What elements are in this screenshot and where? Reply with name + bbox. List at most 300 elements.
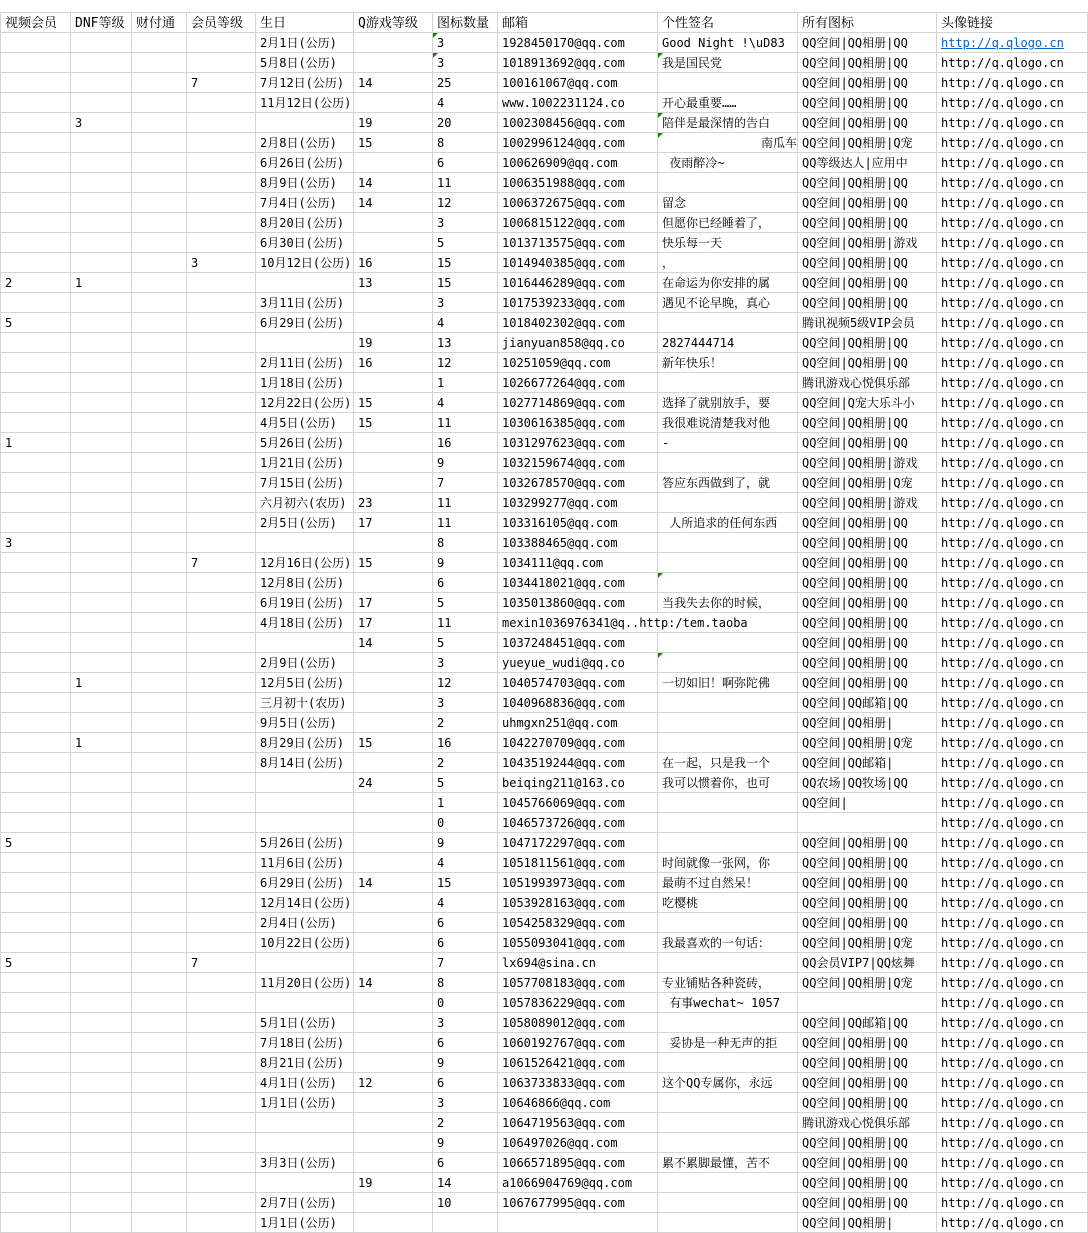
cell[interactable]: www.1002231124.co [498, 93, 658, 113]
cell[interactable] [658, 453, 798, 473]
cell[interactable] [0, 1013, 71, 1033]
cell[interactable] [0, 513, 71, 533]
cell[interactable]: 14 [433, 1173, 498, 1193]
cell-with-error-indicator[interactable]: 3 [433, 33, 498, 53]
avatar-link-cell[interactable]: http://q.qlogo.cn [937, 453, 1088, 473]
cell[interactable] [658, 1113, 798, 1133]
cell[interactable] [71, 753, 132, 773]
cell[interactable] [354, 713, 433, 733]
cell[interactable]: 6 [433, 933, 498, 953]
cell[interactable] [0, 853, 71, 873]
cell[interactable]: 17 [354, 613, 433, 633]
cell[interactable]: QQ空间|QQ相册|QQ [798, 173, 937, 193]
cell[interactable] [0, 1173, 71, 1193]
cell[interactable] [71, 393, 132, 413]
cell[interactable]: 1051993973@qq.com [498, 873, 658, 893]
cell[interactable]: 时间就像一张网，你 [658, 853, 798, 873]
cell[interactable] [132, 513, 187, 533]
cell[interactable] [354, 673, 433, 693]
cell[interactable]: 答应东西做到了，就 [658, 473, 798, 493]
avatar-link-cell[interactable]: http://q.qlogo.cn [937, 253, 1088, 273]
cell[interactable]: QQ空间|QQ相册|QQ [798, 113, 937, 133]
cell[interactable]: 在一起，只是我一个 [658, 753, 798, 773]
cell[interactable] [187, 1073, 256, 1093]
cell[interactable] [187, 733, 256, 753]
cell[interactable] [132, 1173, 187, 1193]
avatar-link-cell[interactable]: http://q.qlogo.cn [937, 653, 1088, 673]
cell[interactable] [132, 793, 187, 813]
cell[interactable] [0, 1033, 71, 1053]
cell[interactable]: 1026677264@qq.com [498, 373, 658, 393]
avatar-link-cell[interactable]: http://q.qlogo.cn [937, 393, 1088, 413]
cell[interactable]: 10 [433, 1193, 498, 1213]
cell[interactable] [187, 513, 256, 533]
cell[interactable] [354, 53, 433, 73]
cell[interactable] [71, 293, 132, 313]
cell[interactable]: 但愿你已经睡着了， [658, 213, 798, 233]
cell[interactable]: 17 [354, 513, 433, 533]
avatar-link-cell[interactable]: http://q.qlogo.cn [937, 553, 1088, 573]
avatar-link-cell[interactable]: http://q.qlogo.cn [937, 93, 1088, 113]
cell[interactable]: QQ空间|QQ相册|QQ [798, 1053, 937, 1073]
avatar-link-cell[interactable]: http://q.qlogo.cn [937, 233, 1088, 253]
cell[interactable]: 13 [354, 273, 433, 293]
cell[interactable] [658, 713, 798, 733]
cell[interactable] [498, 1213, 658, 1233]
cell[interactable] [132, 253, 187, 273]
cell[interactable] [658, 813, 798, 833]
cell[interactable] [132, 333, 187, 353]
avatar-link-cell[interactable]: http://q.qlogo.cn [937, 893, 1088, 913]
cell[interactable] [132, 773, 187, 793]
cell[interactable]: 6 [433, 913, 498, 933]
cell[interactable] [71, 533, 132, 553]
cell[interactable] [71, 773, 132, 793]
cell[interactable] [132, 1073, 187, 1093]
cell[interactable]: 7月18日(公历) [256, 1033, 354, 1053]
cell[interactable]: ， [658, 253, 798, 273]
cell[interactable] [71, 913, 132, 933]
cell[interactable]: 7 [433, 473, 498, 493]
cell[interactable] [0, 333, 71, 353]
cell[interactable] [71, 933, 132, 953]
cell[interactable] [187, 1093, 256, 1113]
cell[interactable] [132, 1153, 187, 1173]
cell[interactable] [132, 893, 187, 913]
cell[interactable] [187, 1053, 256, 1073]
cell[interactable]: 1月1日(公历) [256, 1093, 354, 1113]
cell[interactable]: 1053928163@qq.com [498, 893, 658, 913]
avatar-link-cell[interactable]: http://q.qlogo.cn [937, 133, 1088, 153]
cell[interactable]: 8月29日(公历) [256, 733, 354, 753]
cell[interactable] [132, 833, 187, 853]
cell[interactable]: 1018913692@qq.com [498, 53, 658, 73]
cell[interactable] [71, 313, 132, 333]
cell[interactable] [132, 533, 187, 553]
column-header[interactable]: 个性签名 [658, 12, 798, 33]
cell[interactable] [354, 653, 433, 673]
cell[interactable] [354, 433, 433, 453]
cell[interactable] [71, 1153, 132, 1173]
cell[interactable]: 1017539233@qq.com [498, 293, 658, 313]
cell[interactable] [71, 133, 132, 153]
cell[interactable]: 2月7日(公历) [256, 1193, 354, 1213]
cell[interactable]: 11 [433, 613, 498, 633]
cell[interactable] [187, 1113, 256, 1133]
cell[interactable] [0, 993, 71, 1013]
avatar-link-cell[interactable]: http://q.qlogo.cn [937, 593, 1088, 613]
cell[interactable] [187, 633, 256, 653]
cell[interactable] [132, 473, 187, 493]
cell[interactable]: 8 [433, 973, 498, 993]
cell[interactable]: 0 [433, 813, 498, 833]
cell[interactable]: 1067677995@qq.com [498, 1193, 658, 1213]
cell[interactable] [71, 793, 132, 813]
cell[interactable] [354, 913, 433, 933]
cell[interactable] [71, 513, 132, 533]
avatar-link-cell[interactable]: http://q.qlogo.cn [937, 513, 1088, 533]
cell[interactable]: 10月22日(公历) [256, 933, 354, 953]
cell[interactable] [256, 773, 354, 793]
cell[interactable]: 11 [433, 413, 498, 433]
avatar-link-cell[interactable]: http://q.qlogo.cn [937, 1133, 1088, 1153]
cell[interactable]: 2月4日(公历) [256, 913, 354, 933]
cell[interactable] [71, 493, 132, 513]
cell[interactable] [71, 833, 132, 853]
cell[interactable]: 7 [187, 73, 256, 93]
cell[interactable] [187, 173, 256, 193]
cell[interactable]: 15 [354, 553, 433, 573]
cell[interactable]: QQ空间|QQ相册|QQ [798, 1193, 937, 1213]
cell[interactable] [132, 733, 187, 753]
cell[interactable]: 2 [433, 753, 498, 773]
cell[interactable]: 7月15日(公历) [256, 473, 354, 493]
cell[interactable] [71, 213, 132, 233]
cell[interactable] [0, 33, 71, 53]
cell[interactable] [71, 373, 132, 393]
cell[interactable]: QQ空间|QQ相册|QQ [798, 853, 937, 873]
cell[interactable]: 1928450170@qq.com [498, 33, 658, 53]
cell[interactable] [132, 293, 187, 313]
cell[interactable] [0, 1213, 71, 1233]
cell[interactable]: QQ空间| [798, 793, 937, 813]
cell[interactable] [132, 753, 187, 773]
cell[interactable]: QQ空间|QQ相册|QQ [798, 1093, 937, 1113]
cell[interactable]: QQ空间|QQ相册|游戏 [798, 233, 937, 253]
avatar-link-cell[interactable]: http://q.qlogo.cn [937, 613, 1088, 633]
cell[interactable] [132, 93, 187, 113]
cell[interactable]: uhmgxn251@qq.com [498, 713, 658, 733]
cell[interactable]: 三月初十(农历) [256, 693, 354, 713]
cell[interactable] [187, 1133, 256, 1153]
cell[interactable] [433, 1213, 498, 1233]
avatar-link-cell[interactable]: http://q.qlogo.cn [937, 373, 1088, 393]
cell[interactable] [0, 73, 71, 93]
cell[interactable]: 1063733833@qq.com [498, 1073, 658, 1093]
cell[interactable]: 16 [433, 733, 498, 753]
cell[interactable]: 15 [433, 873, 498, 893]
avatar-link-cell[interactable]: http://q.qlogo.cn [937, 1093, 1088, 1113]
cell[interactable] [658, 833, 798, 853]
cell[interactable]: QQ空间|QQ相册|QQ [798, 533, 937, 553]
avatar-link-cell[interactable]: http://q.qlogo.cn [937, 473, 1088, 493]
cell[interactable] [0, 653, 71, 673]
cell[interactable]: 6月30日(公历) [256, 233, 354, 253]
cell[interactable]: 快乐每一天 [658, 233, 798, 253]
cell[interactable] [71, 53, 132, 73]
cell[interactable]: 6 [433, 1073, 498, 1093]
cell[interactable]: 15 [354, 393, 433, 413]
cell[interactable]: 4月1日(公历) [256, 1073, 354, 1093]
cell[interactable]: QQ空间|QQ相册|QQ [798, 573, 937, 593]
cell[interactable] [132, 133, 187, 153]
avatar-link-cell[interactable]: http://q.qlogo.cn [937, 973, 1088, 993]
cell[interactable] [71, 153, 132, 173]
column-header[interactable]: 视频会员 [0, 12, 71, 33]
cell[interactable] [71, 993, 132, 1013]
cell[interactable] [187, 573, 256, 593]
cell[interactable]: 14 [354, 973, 433, 993]
cell[interactable] [0, 733, 71, 753]
cell[interactable]: 6 [433, 1033, 498, 1053]
cell[interactable]: 1040968836@qq.com [498, 693, 658, 713]
cell[interactable] [71, 893, 132, 913]
cell[interactable]: 1040574703@qq.com [498, 673, 658, 693]
avatar-link-cell[interactable]: http://q.qlogo.cn [937, 1173, 1088, 1193]
cell[interactable]: 11 [433, 173, 498, 193]
cell[interactable] [132, 213, 187, 233]
cell[interactable]: QQ空间|QQ相册|QQ [798, 1173, 937, 1193]
cell[interactable]: 腾讯游戏心悦俱乐部 [798, 373, 937, 393]
avatar-link-cell[interactable]: http://q.qlogo.cn [937, 753, 1088, 773]
cell[interactable]: 14 [354, 193, 433, 213]
cell[interactable] [0, 1093, 71, 1113]
cell[interactable]: 6月29日(公历) [256, 313, 354, 333]
cell[interactable] [0, 1193, 71, 1213]
cell[interactable] [0, 253, 71, 273]
cell[interactable] [354, 373, 433, 393]
avatar-link-cell[interactable]: http://q.qlogo.cn [937, 573, 1088, 593]
cell[interactable]: 3月3日(公历) [256, 1153, 354, 1173]
avatar-link-cell[interactable]: http://q.qlogo.cn [937, 1053, 1088, 1073]
cell[interactable]: 100626909@qq.com [498, 153, 658, 173]
cell[interactable]: 103388465@qq.com [498, 533, 658, 553]
avatar-link-cell[interactable]: http://q.qlogo.cn [937, 1153, 1088, 1173]
cell[interactable] [256, 333, 354, 353]
cell[interactable] [187, 333, 256, 353]
cell[interactable]: 1057708183@qq.com [498, 973, 658, 993]
cell[interactable] [71, 1033, 132, 1053]
cell[interactable]: 6 [433, 573, 498, 593]
cell[interactable]: 5月1日(公历) [256, 1013, 354, 1033]
cell[interactable] [658, 1093, 798, 1113]
cell[interactable]: 1030616385@qq.com [498, 413, 658, 433]
cell[interactable] [132, 973, 187, 993]
cell[interactable]: 11月12日(公历) [256, 93, 354, 113]
cell[interactable]: QQ农场|QQ牧场|QQ [798, 773, 937, 793]
cell[interactable]: 1034418021@qq.com [498, 573, 658, 593]
cell[interactable]: 1061526421@qq.com [498, 1053, 658, 1073]
cell[interactable]: 1014940385@qq.com [498, 253, 658, 273]
cell[interactable]: QQ空间|Q宠大乐斗小 [798, 393, 937, 413]
cell[interactable] [187, 693, 256, 713]
cell[interactable] [187, 713, 256, 733]
cell[interactable] [0, 113, 71, 133]
cell[interactable]: 1043519244@qq.com [498, 753, 658, 773]
cell[interactable] [71, 633, 132, 653]
cell[interactable] [354, 213, 433, 233]
cell[interactable]: QQ空间|QQ相册|QQ [798, 893, 937, 913]
cell[interactable]: 4 [433, 313, 498, 333]
avatar-link-cell[interactable]: http://q.qlogo.cn [937, 1073, 1088, 1093]
cell[interactable]: 10646866@qq.com [498, 1093, 658, 1113]
cell[interactable] [354, 933, 433, 953]
cell[interactable] [132, 1013, 187, 1033]
cell[interactable]: 1045766069@qq.com [498, 793, 658, 813]
cell[interactable]: QQ空间|QQ相册| [798, 1213, 937, 1233]
cell[interactable] [354, 753, 433, 773]
avatar-link-cell[interactable]: http://q.qlogo.cn [937, 953, 1088, 973]
cell[interactable]: 2月8日(公历) [256, 133, 354, 153]
cell[interactable] [132, 73, 187, 93]
cell[interactable] [354, 833, 433, 853]
cell[interactable]: 16 [354, 253, 433, 273]
cell[interactable] [187, 153, 256, 173]
cell[interactable] [187, 133, 256, 153]
cell[interactable] [132, 233, 187, 253]
cell[interactable]: 15 [354, 133, 433, 153]
cell[interactable] [132, 713, 187, 733]
cell[interactable]: 12月22日(公历) [256, 393, 354, 413]
cell[interactable] [187, 1193, 256, 1213]
cell[interactable] [132, 653, 187, 673]
cell[interactable]: 5 [433, 233, 498, 253]
cell[interactable] [132, 353, 187, 373]
cell[interactable]: 19 [354, 113, 433, 133]
cell[interactable] [132, 313, 187, 333]
cell[interactable] [71, 1113, 132, 1133]
cell[interactable]: 9月5日(公历) [256, 713, 354, 733]
cell[interactable] [354, 33, 433, 53]
cell[interactable] [354, 313, 433, 333]
cell[interactable] [256, 813, 354, 833]
cell[interactable] [0, 973, 71, 993]
cell[interactable] [354, 293, 433, 313]
cell[interactable] [71, 233, 132, 253]
cell[interactable] [0, 413, 71, 433]
cell[interactable] [132, 953, 187, 973]
cell[interactable] [256, 1173, 354, 1193]
cell[interactable]: jianyuan858@qq.co [498, 333, 658, 353]
cell[interactable] [187, 753, 256, 773]
avatar-link-cell[interactable]: http://q.qlogo.cn [937, 333, 1088, 353]
cell[interactable]: QQ空间|QQ相册|QQ [798, 33, 937, 53]
cell[interactable] [0, 933, 71, 953]
cell[interactable]: QQ空间|QQ相册|QQ [798, 593, 937, 613]
cell[interactable] [658, 533, 798, 553]
cell[interactable] [0, 453, 71, 473]
avatar-link-cell[interactable]: http://q.qlogo.cn [937, 793, 1088, 813]
cell[interactable] [0, 193, 71, 213]
cell[interactable] [256, 113, 354, 133]
cell[interactable]: 6 [433, 153, 498, 173]
avatar-link-cell[interactable]: http://q.qlogo.cn [937, 73, 1088, 93]
cell[interactable] [658, 633, 798, 653]
cell[interactable]: 4 [433, 853, 498, 873]
cell[interactable] [658, 493, 798, 513]
cell[interactable] [71, 653, 132, 673]
cell[interactable] [0, 793, 71, 813]
cell[interactable]: 12 [354, 1073, 433, 1093]
cell[interactable]: 1006351988@qq.com [498, 173, 658, 193]
cell[interactable]: 8月20日(公历) [256, 213, 354, 233]
cell[interactable]: QQ空间|QQ相册|Q宠 [798, 733, 937, 753]
cell[interactable]: 8 [433, 533, 498, 553]
cell[interactable]: 1032159674@qq.com [498, 453, 658, 473]
cell[interactable] [354, 1153, 433, 1173]
avatar-link-cell[interactable]: http://q.qlogo.cn [937, 413, 1088, 433]
cell[interactable]: 20 [433, 113, 498, 133]
cell[interactable] [187, 273, 256, 293]
cell[interactable] [71, 1053, 132, 1073]
cell[interactable] [0, 293, 71, 313]
cell[interactable] [0, 233, 71, 253]
avatar-link-cell[interactable]: http://q.qlogo.cn [937, 813, 1088, 833]
avatar-link-cell[interactable]: http://q.qlogo.cn [937, 153, 1088, 173]
cell[interactable]: 3 [433, 1013, 498, 1033]
cell[interactable] [0, 1053, 71, 1073]
cell[interactable]: 专业铺贴各种瓷砖， [658, 973, 798, 993]
cell[interactable]: 在命运为你安排的属 [658, 273, 798, 293]
cell[interactable] [0, 633, 71, 653]
cell[interactable]: 人所追求的任何东西 [658, 513, 798, 533]
cell[interactable]: 3 [187, 253, 256, 273]
cell[interactable] [132, 493, 187, 513]
cell[interactable]: QQ空间|QQ相册|QQ [798, 333, 937, 353]
cell[interactable] [71, 1193, 132, 1213]
cell[interactable]: 2月11日(公历) [256, 353, 354, 373]
cell[interactable]: mexin1036976341@q..http:/tem.taoba [498, 613, 798, 633]
cell[interactable]: 13 [433, 333, 498, 353]
column-header[interactable]: 图标数量 [433, 12, 498, 33]
cell[interactable] [187, 493, 256, 513]
cell[interactable] [354, 1193, 433, 1213]
cell[interactable]: 14 [354, 173, 433, 193]
cell[interactable]: 1002308456@qq.com [498, 113, 658, 133]
cell[interactable]: 6月26日(公历) [256, 153, 354, 173]
cell[interactable]: 2月5日(公历) [256, 513, 354, 533]
cell[interactable] [71, 953, 132, 973]
cell[interactable]: QQ空间|QQ相册|QQ [798, 913, 937, 933]
cell[interactable] [354, 1133, 433, 1153]
cell[interactable]: 2 [433, 1113, 498, 1133]
cell[interactable] [0, 713, 71, 733]
cell[interactable]: 有事wechat~ 1057 [658, 993, 798, 1013]
cell[interactable] [0, 353, 71, 373]
cell[interactable]: 1057836229@qq.com [498, 993, 658, 1013]
cell[interactable] [132, 873, 187, 893]
cell[interactable] [187, 193, 256, 213]
cell[interactable] [658, 1013, 798, 1033]
cell[interactable]: 1066571895@qq.com [498, 1153, 658, 1173]
cell[interactable] [354, 1093, 433, 1113]
cell[interactable] [256, 1113, 354, 1133]
cell[interactable] [0, 1113, 71, 1133]
cell[interactable]: 9 [433, 1133, 498, 1153]
cell[interactable]: QQ空间|QQ邮箱|QQ [798, 693, 937, 713]
cell[interactable]: 15 [354, 733, 433, 753]
cell[interactable] [71, 333, 132, 353]
